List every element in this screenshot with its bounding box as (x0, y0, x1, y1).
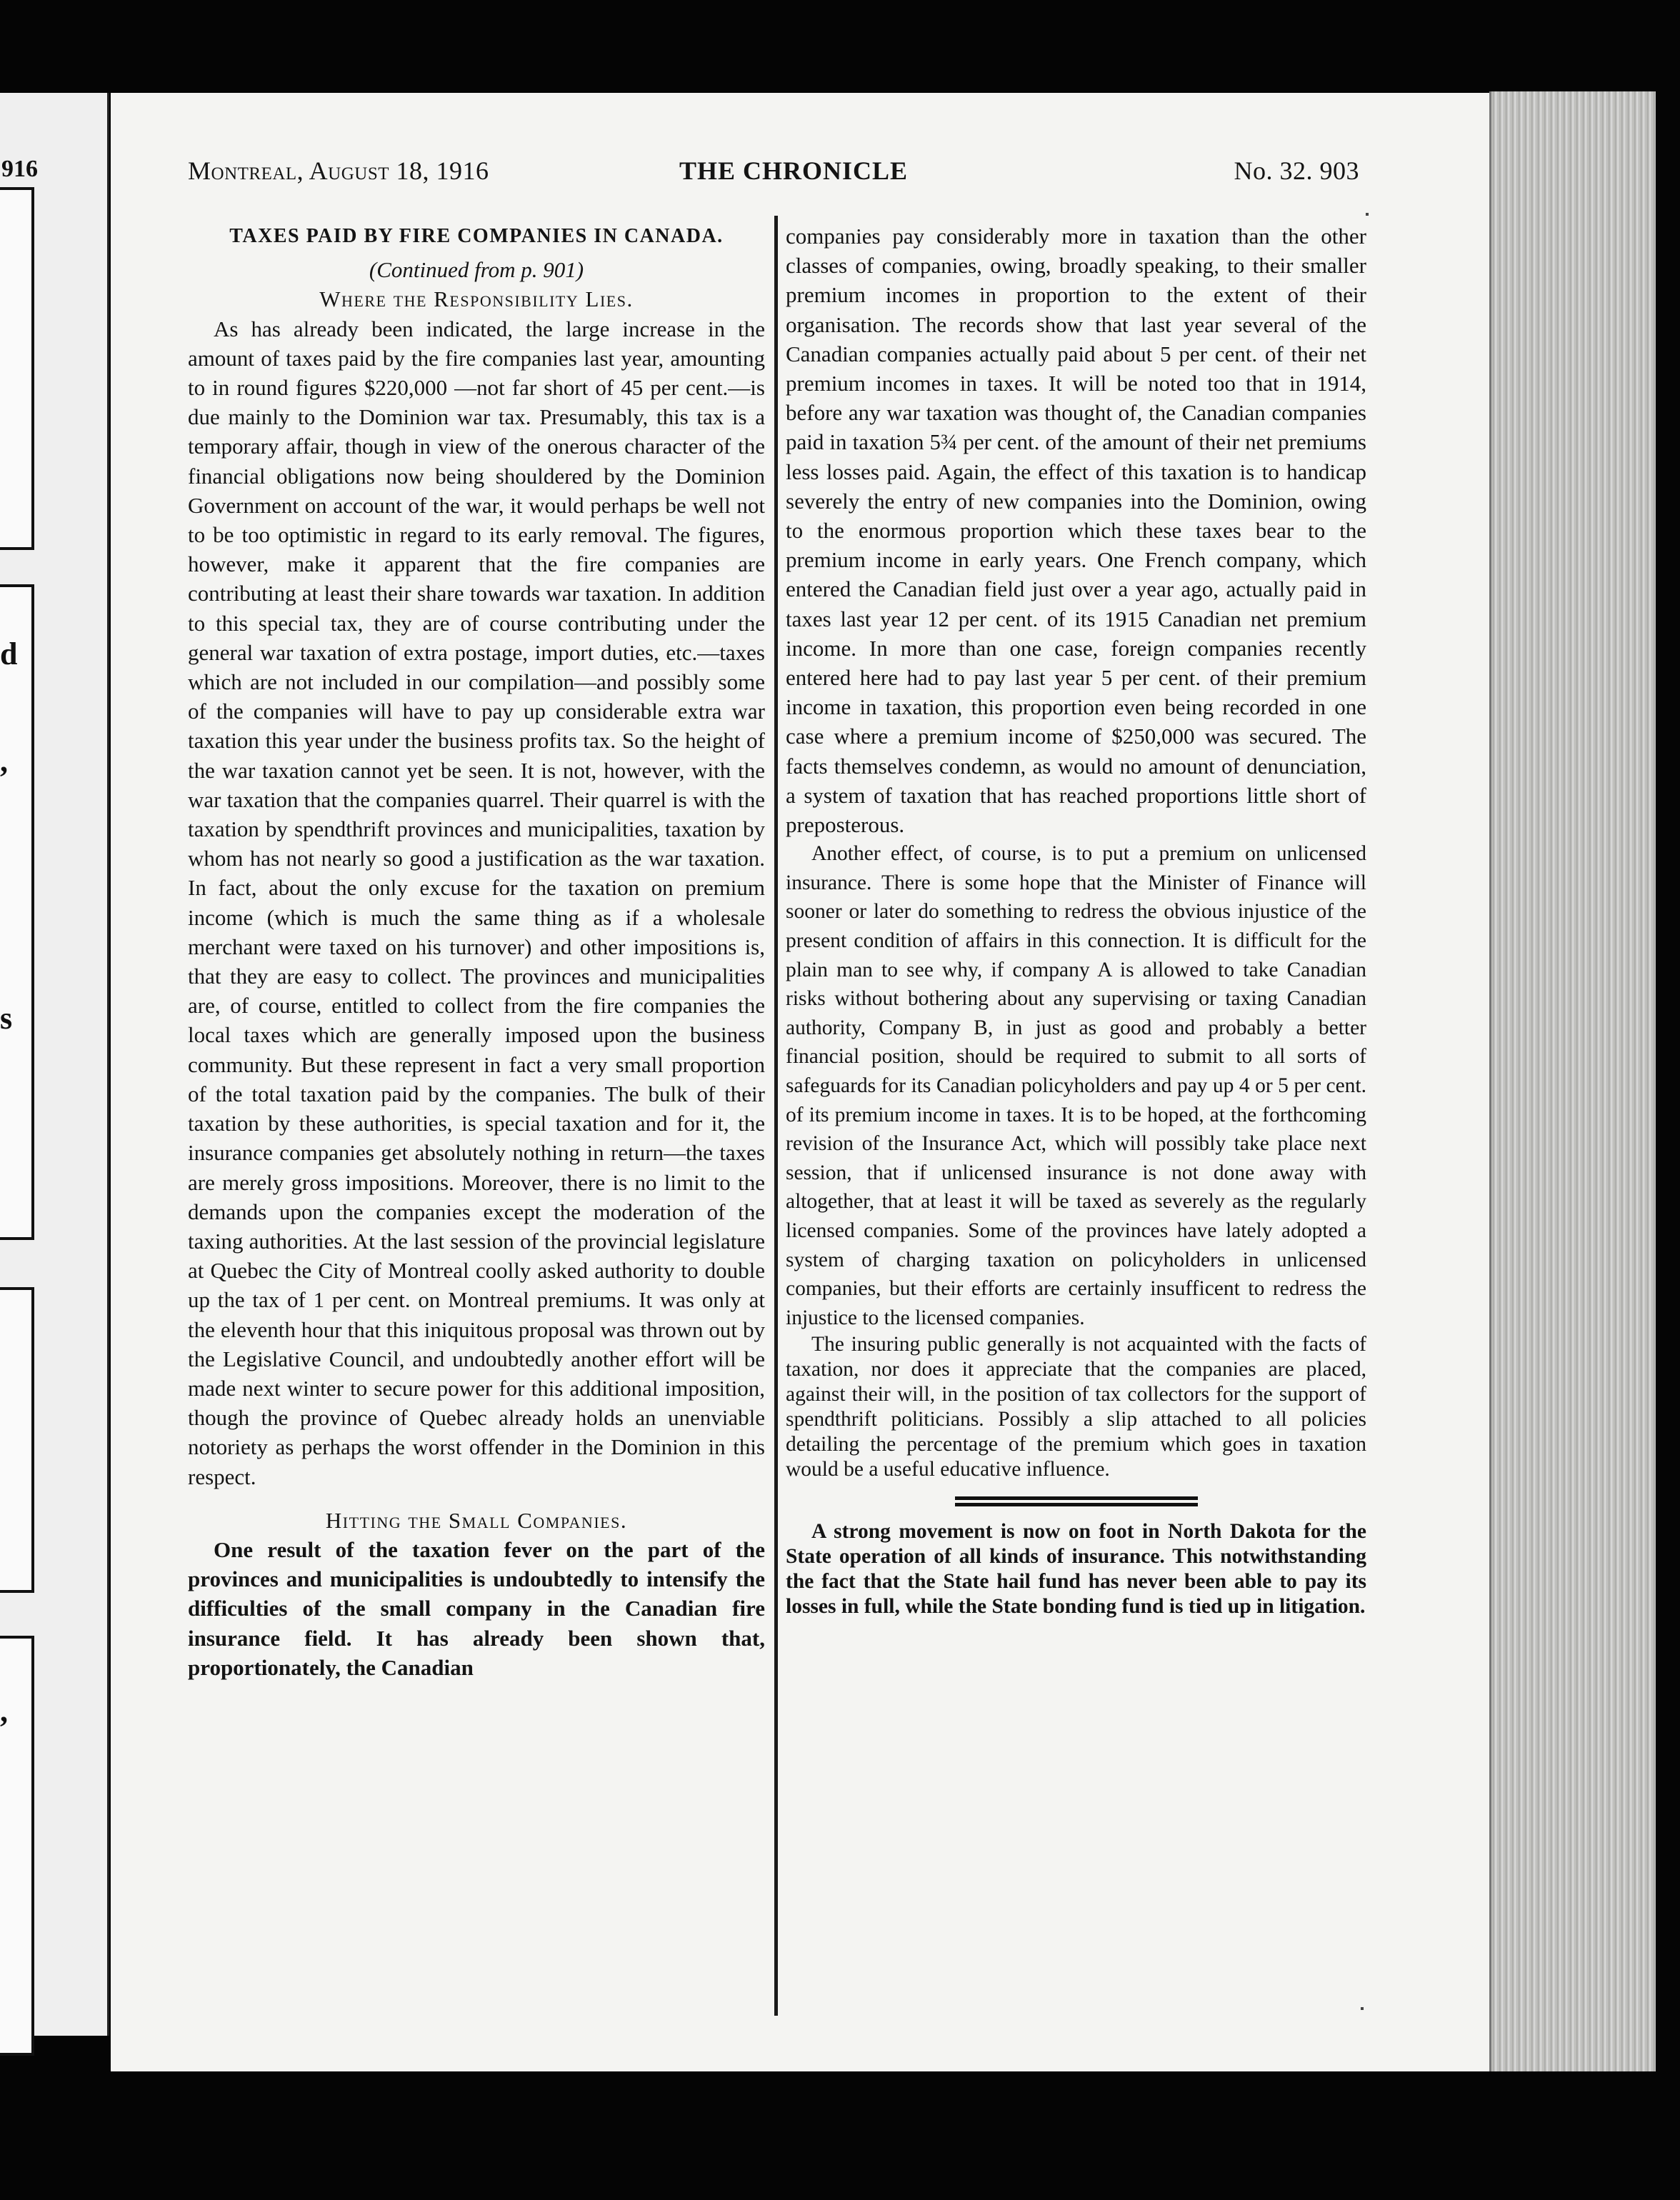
article-title: TAXES PAID BY FIRE COMPANIES IN CANADA. (229, 225, 724, 247)
facing-page-fragment: , (0, 1694, 8, 1729)
right-column (786, 221, 1366, 1619)
header-dateline: Montreal, August 18, 1916 (188, 156, 489, 185)
article-paragraph: One result of the taxation fever on the part of the provinces and municipalities is undoubtedly to intensify the difficulties of the small company in the Canadian fire insurance field. It has already been shown that, proportionately, the Canadian (188, 1536, 765, 1680)
header-issue-page: No. 32. 903 (1234, 156, 1359, 185)
continued-note: (Continued from p. 901) (369, 257, 584, 283)
facing-page-fragment: d (0, 636, 18, 671)
running-header (188, 156, 1359, 191)
facing-page-number: 916 (1, 156, 38, 182)
article-paragraph: The insuring public generally is not acquainted with the facts of taxation, nor does it appreciate that the companies are placed, against their will, in the position of tax collectors for the support of spendthrift politicians. Possibly a slip attached to all policies detailing the percentage of the premium which goes in taxation would be a useful educative influence. (786, 1333, 1366, 1481)
article-paragraph: As has already been indicated, the large increase in the amount of taxes paid by the fire companies last year, amounting to in round figures $220,000 —not far short of 45 per cent.—is due mainly to the Dominion war tax. Presumably, this tax is a temporary affair, though in view of the onerous character of the financial obligations now being shouldered by the Dominion Government on account of the war, it would perhaps be well not to be too optimistic in regard to its early removal. The figures, however, make it apparent that the fire companies are contributing at least their share towards war taxation. In addition to this special tax, they are of course contributing under the general war taxation of extra postage, import duties, etc.—taxes which are not included in our compilation—and possibly some of the companies will have to pay up considerable extra war taxation this year under the business profits tax. So the height of the war taxation cannot yet be seen. It is not, however, with the war taxation that the companies quarrel. Their quarrel is with the taxation by spendthrift provinces and municipalities, taxation by whom has not nearly so good a justification as the war taxation. In fact, about the only excuse for the taxation on premium income (which is much the same thing as if a wholesale merchant were taxed on his turnover) and other impositions is, that they are easy to collect. The provinces and municipalities are, of course, entitled to collect from the fire companies the local taxes which are generally imposed upon the business community. But these represent in fact a very small proportion of the total taxation paid by the companies. The bulk of their taxation by these authorities, is special taxation and for it, the insurance companies get absolutely nothing in return—the taxes are merely gross impositions. Moreover, there is no limit to the demands upon the companies except the moderation of the taxing authorities. At the last session of the provincial legislature at Quebec the City of Montreal coolly asked authority to double up the tax of 1 per cent. on Montreal premiums. It was only at the eleventh hour that this iniquitous proposal was thrown out by the Legislative Council, and undoubtedly another effort will be made next winter to secure power for this additional imposition, though the province of Quebec already holds an unenviable notoriety as perhaps the worst offender in the Dominion in this respect. (188, 316, 765, 1489)
article-paragraph: Another effect, of course, is to put a premium on unlicensed insurance. There is some hope that the Minister of Finance will sooner or later do something to redress the obvious injustice of the present condition of affairs in this connection. It is difficult for the plain man to see why, if company A is allowed to take Canadian risks without bothering about any supervising or taxing Canadian authority, Company B, in just as good and probably a better financial position, should be required to submit to all sorts of safeguards for its Canadian policyholders and pay up 4 or 5 per cent. of its premium income in taxes. It is to be hoped, at the forthcoming revision of the Insurance Act, which will possibly take place next session, that if unlicensed insurance is not done away with altogether, that at least it will be taxed as severely as the regularly licensed companies. Some of the provinces have lately adopted a system of charging taxation on policyholders in unlicensed companies, but their efforts are certainly insufficent to redress the injustice to the licensed companies. (786, 842, 1366, 1329)
section-heading: Where the Responsibility Lies. (319, 286, 634, 312)
facing-page-box (0, 584, 34, 1240)
facing-page-box (0, 187, 34, 550)
facing-page-box (0, 1287, 34, 1593)
column-divider (774, 216, 778, 2016)
facing-page-fragment: , (0, 744, 8, 779)
article-paragraph: companies pay considerably more in taxation than the other classes of companies, owing, broadly speaking, to their smaller premium incomes in proportion to the extent of their organisation. The records show that last year several of the Canadian companies actually paid about 5 per cent. of their net premium incomes in taxes. It will be noted too that in 1914, before any war taxation was thought of, the Canadian companies paid in taxation 5¾ per cent. of the amount of their net premiums less losses paid. Again, the effect of this taxation is to handicap severely the entry of new companies into the Dominion, owing to the enormous proportion which these taxes bear to the premium income in early years. One French company, which entered the Canadian field just over a year ago, actually paid in taxes last year 12 per cent. of its 1915 Canadian net premium income. In more than one case, foreign companies recently entered here had to pay last year 5 per cent. of their premium income in taxation, this proportion even being recorded in one case where a premium income of $250,000 was secured. The facts themselves condemn, as would no amount of denunciation, a system of taxation that has reached proportions little short of preposterous. (786, 224, 1366, 838)
section-heading: Hitting the Small Companies. (325, 1507, 628, 1533)
facing-page-fragment: s (0, 1001, 13, 1036)
book-spine (1489, 91, 1656, 2071)
speck (1366, 213, 1369, 216)
speck (1361, 2007, 1364, 2010)
double-rule-divider (955, 1496, 1198, 1506)
left-column (188, 221, 765, 1682)
header-journal-title: THE CHRONICLE (679, 156, 909, 185)
news-note: A strong movement is now on foot in North Dakota for the State operation of all kinds of insurance. This notwithstanding the fact that the State hail fund has never been able to pay its losses in full, while the State bonding fund is tied up in litigation. (786, 1520, 1366, 1619)
